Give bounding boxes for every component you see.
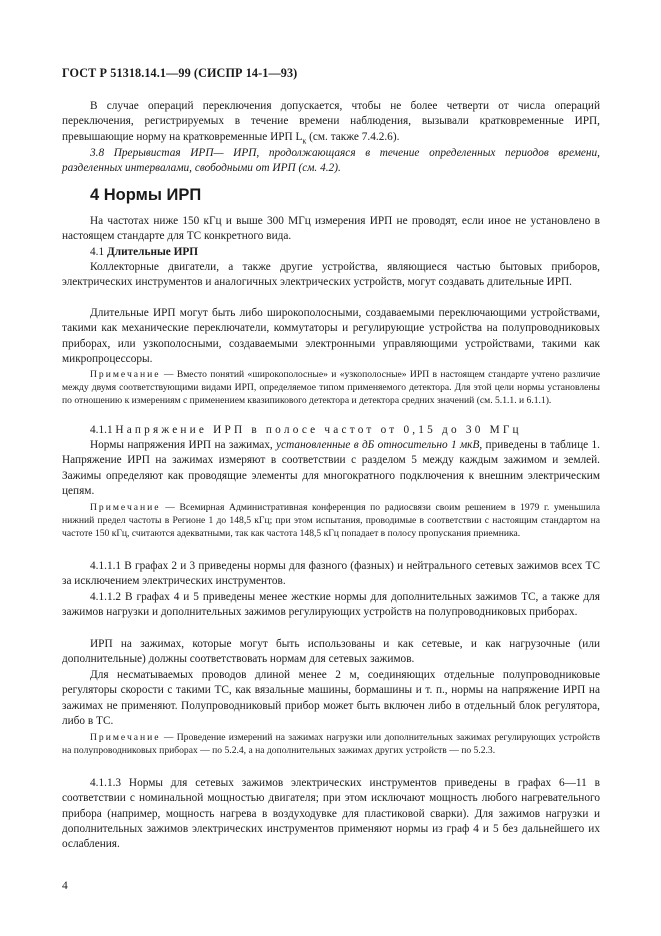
note-label: Примечание [90, 502, 161, 513]
note-detectors [62, 368, 600, 408]
note-dash: — [160, 502, 180, 513]
definition-3-8: 3.8 Прерывистая ИРП— ИРП, продолжающаяся в течение определенных периодов времени, разделенных интервалами, свободными от ИРП (см. 4.2). [62, 147, 600, 175]
document-header: ГОСТ Р 51318.14.1—99 (СИСПР 14-1—93) [62, 66, 298, 80]
paragraph-switching [62, 99, 600, 148]
paragraph-frequencies: На частотах ниже 150 кГц и выше 300 МГц измерения ИРП не проводят, если иное не установлено в настоящем стандарте для ТС конкретного вида. [62, 215, 600, 243]
page-number: 4 [62, 880, 68, 892]
note-measurements [62, 731, 600, 757]
note-text: Вместо понятий «широкополосные» и «узкополосные» ИРП в настоящем стандарте учтено различие между двумя соответствующими видами ИРП, определяемое типом применяемого детектора. Для этой цели нормы установлены по отношению к измерениям с применением квазипикового детектора и детектора средних значений (см. 5.1.1. и 6.1.1). [62, 369, 600, 407]
section-title: Длительные ИРП [106, 246, 199, 258]
note-dash: — [160, 369, 177, 380]
subscript: к [302, 135, 307, 145]
paragraph-terminals: ИРП на зажимах, которые могут быть использованы и как сетевые, и как нагрузочные (или дополнительные) должны соответствовать нормам для сетевых зажимов. [62, 638, 600, 666]
text-italic: установленные в дБ относительно 1 мкВ [276, 439, 480, 451]
paragraph-4-1-1-3: 4.1.1.3 Нормы для сетевых зажимов электрических инструментов приведены в графах 6—11 в соответствии с номинальной мощностью двигателя; при этом исключают мощность любого нагревательного прибора (например, мощность нагрева в воздуходувке для пластиковой сварки). Для зажимов нагрузки и дополнительных зажимов электрических инструментов применяют нормы из граф 4 и 5 без дальнейшего их ослабления. [62, 777, 600, 851]
note-wac [62, 501, 600, 541]
text-part: Нормы напряжения ИРП на зажимах, [90, 439, 277, 451]
paragraph-voltage [62, 438, 600, 499]
note-text: Всемирная Административная конференция по радиосвязи своим решением в 1979 г. уменьшила нижний предел частоты в Регионе 1 до 148,5 кГц; при этом испытания, проводимые в соответствии с настоящим стандартом на частоте 150 кГц, считаются адекватными, так как частота 148,5 кГц попадает в полосу пропускания приемника. [62, 502, 600, 540]
section-number: 4.1 [90, 246, 107, 258]
note-text: Проведение измерений на зажимах нагрузки или дополнительных зажимах регулирующих устройств на полупроводниковых приборах — по 5.2.4, а на дополнительных зажимах других устройств — по 5.2.3. [62, 732, 600, 757]
paragraph-4-1-1-2: 4.1.1.2 В графах 4 и 5 приведены менее жесткие нормы для дополнительных зажимов ТС, а также для зажимов нагрузки и дополнительных зажимов регулирующих устройств на полупроводниковых приборах. [62, 591, 600, 619]
note-label: Примечание [90, 732, 161, 743]
section-heading: 4 Нормы ИРП [90, 186, 202, 204]
section-title: Напряжение ИРП в полосе частот от 0,15 до 30 МГц [115, 424, 522, 436]
paragraph-continuous: Длительные ИРП могут быть либо широкополосными, создаваемыми переключающими устройствами, такими как механические переключатели, коммутаторы и регулирующие устройства на полупроводниковых приборах, или узкополосными, создаваемыми электронными управляющими устройствами, такими как микропроцессоры. [62, 307, 600, 365]
text-part: (см. также 7.4.2.6). [306, 130, 400, 143]
subsection-4-1-1-heading [62, 423, 600, 438]
paragraph-wires: Для несматываемых проводов длиной менее 2 м, соединяющих отдельные полупроводниковые регуляторы скорости с такими ТС, как вязальные машины, бормашины и т. п., нормы на напряжение ИРП на зажимах не применяют. Полупроводниковый прибор может быть включен либо в отдельный блок регулятора, либо в ТС. [62, 669, 600, 727]
note-dash: — [160, 732, 177, 743]
text-part: , приведены в таблице 1. Напряжение ИРП на зажимах измеряют в соответствии с разделом 5 между каждым зажимом и землей. Зажимы определяют как проводящие элементы для многократного подключения к внешним электрическим цепям. [62, 439, 600, 497]
subsection-4-1-heading [62, 245, 600, 260]
text-part: В случае операций переключения допускается, чтобы не более четверти от числа операций переключения, регистрируемых в течение времени наблюдения, вызывали кратковременные ИРП, превышающие норму на кратковременные ИРП L [62, 100, 600, 143]
section-number: 4.1.1 [90, 424, 116, 436]
note-label: Примечание [90, 369, 161, 380]
paragraph-4-1-1-1: 4.1.1.1 В графах 2 и 3 приведены нормы для фазного (фазных) и нейтрального сетевых зажимов всех ТС за исключением электрических инструментов. [62, 560, 600, 588]
paragraph-collector: Коллекторные двигатели, а также другие устройства, являющиеся частью бытовых приборов, электрических инструментов и аналогичных электрических устройств, могут создавать длительные ИРП. [62, 261, 600, 289]
